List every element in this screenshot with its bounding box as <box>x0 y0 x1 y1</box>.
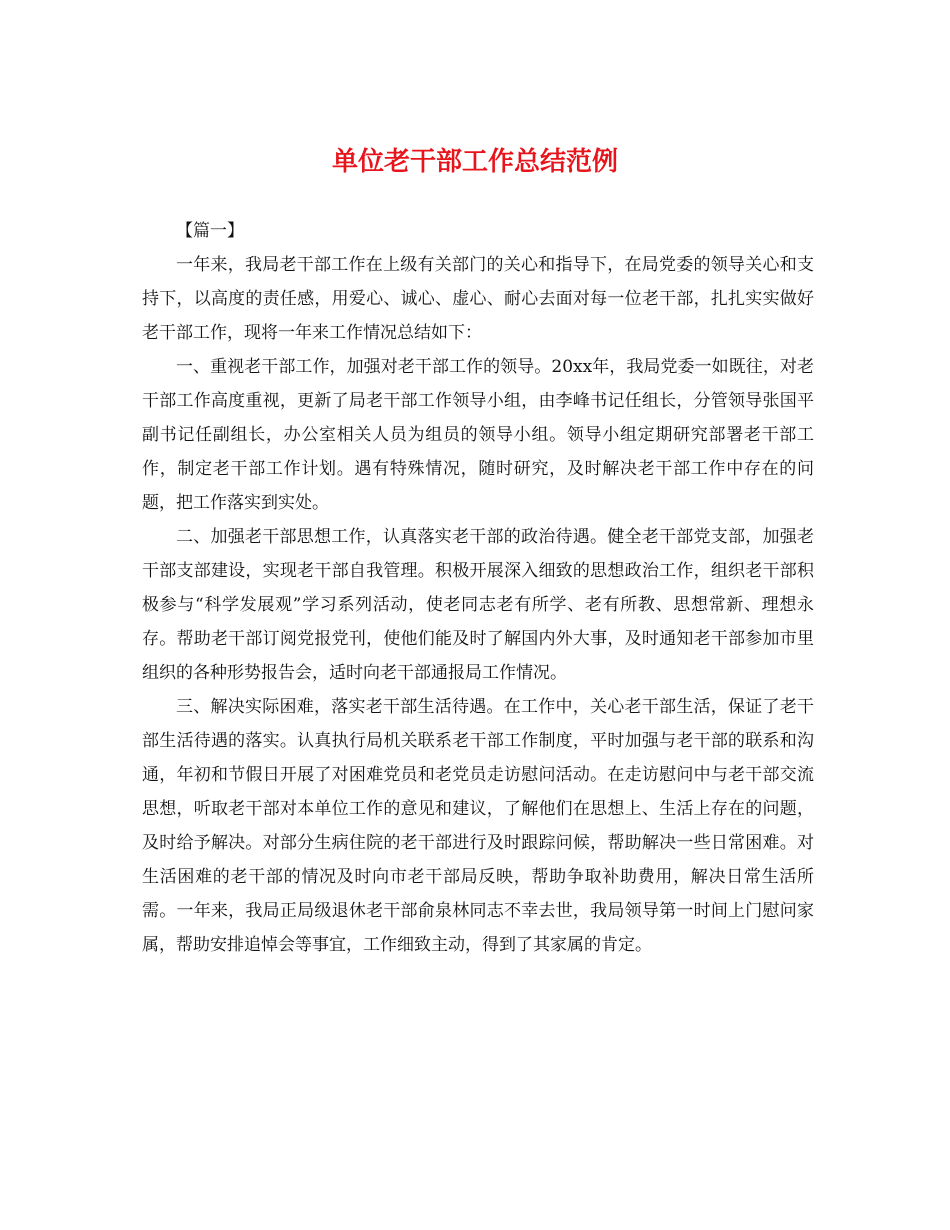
document-title: 单位老干部工作总结范例 <box>331 147 618 177</box>
paragraph-intro: 一年来，我局老干部工作在上级有关部门的关心和指导下，在局党委的领导关心和支持下，以高度的责任感，用爱心、诚心、虚心、耐心去面对每一位老干部，扎扎实实做好老干部工作，现将一年来工作情况总结如下： <box>142 255 814 343</box>
document-body <box>142 214 814 962</box>
section-label: 【篇一】 <box>176 221 244 241</box>
paragraph-living: 三、解决实际困难，落实老干部生活待遇。在工作中，关心老干部生活，保证了老干部生活待遇的落实。认真执行局机关联系老干部工作制度，平时加强与老干部的联系和沟通，年初和节假日开展了对困难党员和老党员走访慰问活动。在走访慰问中与老干部交流思想，听取老干部对本单位工作的意见和建议，了解他们在思想上、生活上存在的问题，及时给予解决。对部分生病住院的老干部进行及时跟踪问候，帮助解决一些日常困难。对生活困难的老干部的情况及时向市老干部局反映，帮助争取补助费用，解决日常生活所需。一年来，我局正局级退休老干部俞泉林同志不幸去世，我局领导第一时间上门慰问家属，帮助安排追悼会等事宜，工作细致主动，得到了其家属的肯定。 <box>142 697 814 955</box>
paragraph-political: 二、加强老干部思想工作，认真落实老干部的政治待遇。健全老干部党支部，加强老干部支部建设，实现老干部自我管理。积极开展深入细致的思想政治工作，组织老干部积极参与“科学发展观”学习系列活动，使老同志老有所学、老有所教、思想常新、理想永存。帮助老干部订阅党报党刊，使他们能及时了解国内外大事，及时通知老干部参加市里组织的各种形势报告会，适时向老干部通报局工作情况。 <box>142 527 814 683</box>
paragraph-leadership: 一、重视老干部工作，加强对老干部工作的领导。20xx年，我局党委一如既往，对老干部工作高度重视，更新了局老干部工作领导小组，由李峰书记任组长，分管领导张国平副书记任副组长，办公室相关人员为组员的领导小组。领导小组定期研究部署老干部工作，制定老干部工作计划。遇有特殊情况，随时研究，及时解决老干部工作中存在的问题，把工作落实到实处。 <box>142 357 814 513</box>
